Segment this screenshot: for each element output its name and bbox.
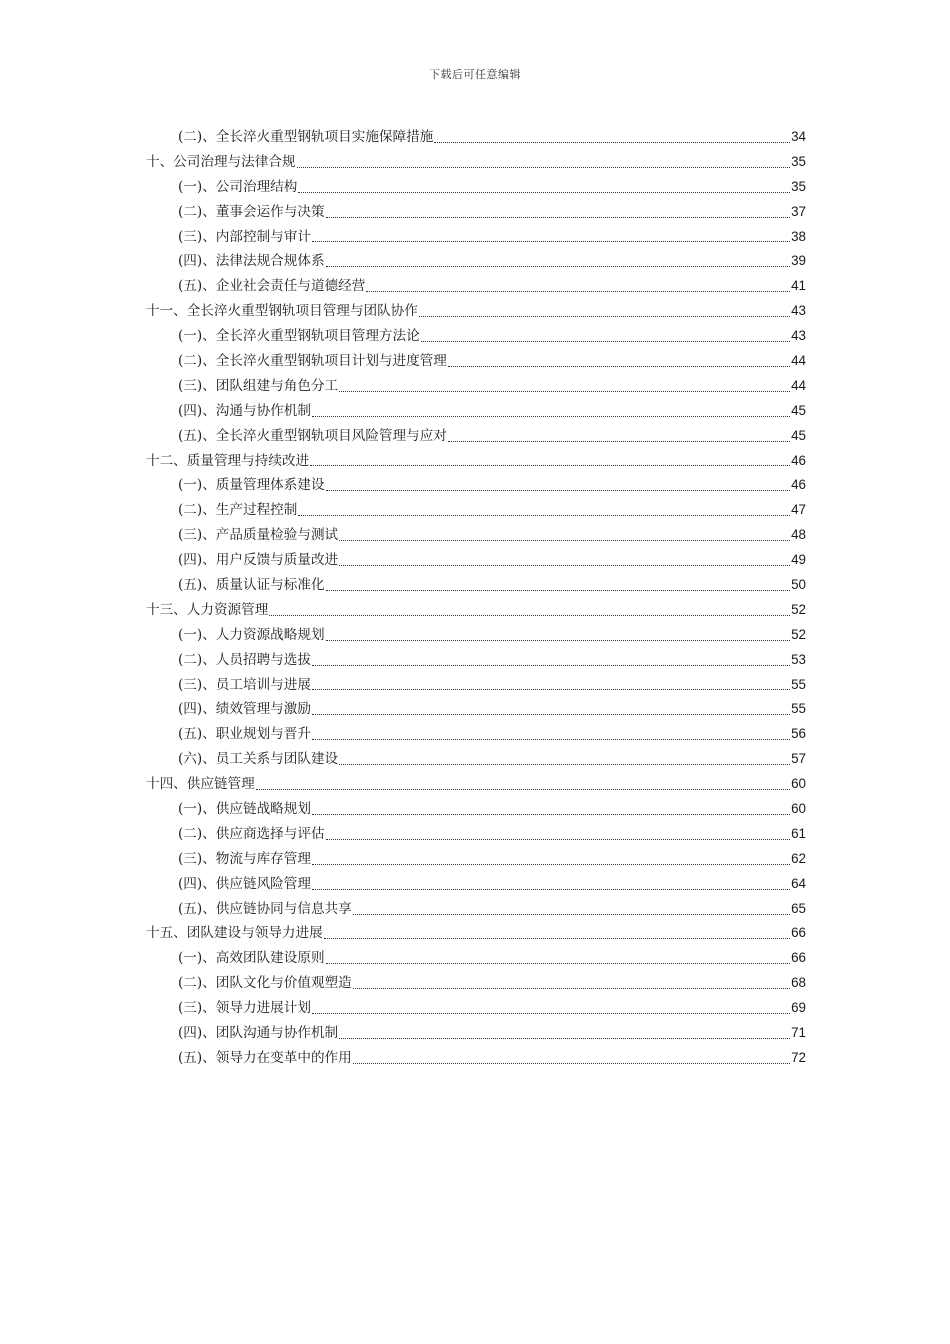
toc-leader-dots: [326, 489, 791, 491]
toc-entry[interactable]: [146, 797, 806, 822]
toc-entry[interactable]: [146, 897, 806, 922]
toc-entry-title: (二)、团队文化与价值观塑造: [178, 975, 352, 992]
toc-entry-title: (三)、员工培训与进展: [178, 676, 311, 693]
toc-entry[interactable]: [146, 523, 806, 548]
toc-entry[interactable]: [146, 673, 806, 698]
toc-leader-dots: [312, 863, 790, 865]
toc-leader-dots: [312, 888, 790, 890]
toc-entry[interactable]: [146, 1021, 806, 1046]
toc-entry[interactable]: [146, 498, 806, 523]
toc-leader-dots: [366, 290, 790, 292]
toc-entry-title: 十五、团队建设与领导力进展: [146, 925, 323, 942]
toc-entry-title: (二)、全长淬火重型钢轨项目实施保障措施: [178, 128, 434, 145]
toc-entry[interactable]: [146, 996, 806, 1021]
toc-entry-title: (五)、质量认证与标准化: [178, 577, 325, 594]
table-of-contents: [146, 125, 806, 1071]
toc-entry-title: (一)、人力资源战略规划: [178, 626, 325, 643]
toc-entry[interactable]: [146, 150, 806, 175]
toc-entry[interactable]: [146, 200, 806, 225]
toc-leader-dots: [298, 514, 790, 516]
toc-entry[interactable]: [146, 872, 806, 897]
toc-entry-page-number: 68: [791, 975, 806, 991]
toc-entry-title: (五)、职业规划与晋升: [178, 726, 311, 743]
toc-entry-title: (三)、内部控制与审计: [178, 228, 311, 245]
toc-entry[interactable]: [146, 946, 806, 971]
toc-entry[interactable]: [146, 374, 806, 399]
toc-entry[interactable]: [146, 747, 806, 772]
toc-entry-page-number: 39: [791, 253, 806, 269]
toc-entry-page-number: 66: [791, 950, 806, 966]
toc-entry-page-number: 57: [791, 751, 806, 767]
toc-entry-title: (三)、团队组建与角色分工: [178, 377, 339, 394]
toc-entry-title: (二)、全长淬火重型钢轨项目计划与进度管理: [178, 353, 447, 369]
toc-leader-dots: [419, 315, 790, 317]
toc-entry[interactable]: [146, 822, 806, 847]
toc-leader-dots: [312, 240, 790, 242]
toc-entry-title: (一)、供应链战略规划: [178, 801, 311, 818]
toc-leader-dots: [297, 166, 791, 168]
toc-entry[interactable]: [146, 249, 806, 274]
toc-entry[interactable]: [146, 1046, 806, 1071]
toc-leader-dots: [298, 191, 790, 193]
toc-entry[interactable]: [146, 573, 806, 598]
toc-entry-page-number: 34: [791, 128, 806, 144]
toc-entry-page-number: 45: [791, 402, 806, 418]
toc-entry-page-number: 44: [791, 353, 806, 368]
toc-entry-title: (五)、领导力在变革中的作用: [178, 1049, 352, 1066]
toc-leader-dots: [421, 340, 790, 342]
toc-leader-dots: [312, 688, 790, 690]
toc-entry-title: (一)、高效团队建设原则: [178, 950, 325, 967]
toc-entry[interactable]: [146, 971, 806, 996]
toc-entry-title: (五)、供应链协同与信息共享: [178, 900, 352, 917]
toc-entry-page-number: 61: [791, 825, 806, 841]
toc-leader-dots: [353, 987, 790, 989]
toc-entry-title: (一)、质量管理体系建设: [178, 477, 325, 494]
toc-entry-title: (二)、生产过程控制: [178, 502, 298, 519]
toc-leader-dots: [448, 440, 790, 442]
toc-entry-page-number: 52: [791, 601, 806, 617]
toc-leader-dots: [310, 464, 790, 466]
toc-entry-page-number: 47: [791, 502, 806, 518]
toc-entry[interactable]: [146, 598, 806, 623]
toc-leader-dots: [326, 962, 791, 964]
toc-leader-dots: [339, 539, 790, 541]
toc-entry-page-number: 71: [791, 1025, 806, 1041]
toc-entry-page-number: 60: [791, 801, 806, 817]
toc-entry[interactable]: [146, 548, 806, 573]
toc-entry-title: (二)、董事会运作与决策: [178, 203, 325, 220]
toc-leader-dots: [339, 763, 790, 765]
toc-entry-page-number: 45: [791, 427, 806, 443]
toc-entry-title: (五)、企业社会责任与道德经营: [178, 278, 366, 295]
toc-entry-page-number: 52: [791, 626, 806, 642]
toc-entry[interactable]: [146, 722, 806, 747]
toc-entry[interactable]: [146, 772, 806, 797]
toc-entry-title: (四)、供应链风险管理: [178, 875, 311, 892]
toc-entry-page-number: 35: [791, 178, 806, 194]
toc-entry-title: (五)、全长淬火重型钢轨项目风险管理与应对: [178, 427, 447, 444]
toc-entry-title: 十、公司治理与法律合规: [146, 153, 296, 170]
toc-entry-page-number: 48: [791, 527, 806, 543]
toc-entry-page-number: 69: [791, 1000, 806, 1016]
toc-entry-page-number: 43: [791, 328, 806, 344]
toc-entry-page-number: 46: [791, 477, 806, 493]
toc-entry-title: (六)、员工关系与团队建设: [178, 751, 339, 768]
toc-leader-dots: [326, 639, 791, 641]
toc-entry-page-number: 49: [791, 552, 806, 568]
toc-leader-dots: [339, 564, 790, 566]
toc-entry-page-number: 37: [791, 203, 806, 219]
toc-entry-page-number: 41: [791, 278, 806, 294]
toc-entry-page-number: 55: [791, 701, 806, 717]
toc-leader-dots: [256, 788, 790, 790]
toc-leader-dots: [312, 713, 790, 715]
toc-entry-page-number: 50: [791, 577, 806, 593]
toc-entry[interactable]: [146, 175, 806, 200]
toc-leader-dots: [312, 738, 790, 740]
toc-entry-title: (三)、物流与库存管理: [178, 850, 311, 867]
toc-entry-page-number: 43: [791, 303, 806, 319]
toc-entry-page-number: 35: [791, 153, 806, 169]
toc-leader-dots: [326, 838, 791, 840]
toc-entry-page-number: 62: [791, 850, 806, 866]
toc-entry-title: (四)、绩效管理与激励: [178, 701, 311, 718]
toc-leader-dots: [312, 664, 790, 666]
toc-entry-page-number: 66: [791, 925, 806, 941]
toc-entry[interactable]: [146, 648, 806, 673]
toc-entry-page-number: 56: [791, 726, 806, 742]
toc-entry-title: (三)、领导力进展计划: [178, 1000, 311, 1017]
toc-leader-dots: [326, 589, 791, 591]
toc-leader-dots: [326, 265, 791, 267]
toc-leader-dots: [312, 415, 790, 417]
toc-entry[interactable]: [146, 473, 806, 498]
toc-entry[interactable]: [146, 225, 806, 250]
toc-leader-dots: [339, 390, 790, 392]
toc-entry[interactable]: [146, 449, 806, 474]
toc-entry[interactable]: [146, 125, 806, 150]
toc-entry[interactable]: [146, 349, 806, 374]
toc-entry[interactable]: [146, 623, 806, 648]
toc-entry[interactable]: [146, 274, 806, 299]
toc-entry-title: (一)、全长淬火重型钢轨项目管理方法论: [178, 328, 420, 345]
toc-entry[interactable]: [146, 424, 806, 449]
toc-entry-title: (四)、用户反馈与质量改进: [178, 552, 339, 569]
toc-entry-page-number: 53: [791, 651, 806, 667]
toc-entry-title: (四)、沟通与协作机制: [178, 402, 311, 419]
toc-entry-title: (二)、人员招聘与选拔: [178, 651, 311, 668]
page-header: 下载后可任意编辑: [429, 68, 521, 81]
toc-entry-page-number: 65: [791, 900, 806, 916]
toc-entry-title: (二)、供应商选择与评估: [178, 825, 325, 842]
toc-entry-page-number: 55: [791, 676, 806, 692]
toc-leader-dots: [324, 937, 790, 939]
toc-entry-page-number: 64: [791, 875, 806, 891]
toc-leader-dots: [353, 1062, 790, 1064]
toc-leader-dots: [448, 365, 790, 367]
toc-leader-dots: [353, 913, 790, 915]
toc-entry[interactable]: [146, 922, 806, 947]
toc-entry-title: (三)、产品质量检验与测试: [178, 527, 339, 544]
toc-entry[interactable]: [146, 299, 806, 324]
toc-leader-dots: [339, 1037, 790, 1039]
toc-leader-dots: [312, 813, 790, 815]
toc-entry-title: (一)、公司治理结构: [178, 178, 298, 195]
toc-entry-title: (四)、团队沟通与协作机制: [178, 1025, 339, 1042]
toc-entry-title: 十四、供应链管理: [146, 776, 255, 793]
toc-leader-dots: [434, 141, 790, 143]
toc-entry-page-number: 38: [791, 228, 806, 244]
toc-entry-title: 十二、质量管理与持续改进: [146, 452, 310, 469]
toc-entry[interactable]: [146, 697, 806, 722]
toc-leader-dots: [326, 216, 791, 218]
toc-entry-title: 十三、人力资源管理: [146, 601, 269, 618]
toc-entry-title: 十一、全长淬火重型钢轨项目管理与团队协作: [146, 303, 418, 320]
toc-entry-page-number: 72: [791, 1049, 806, 1065]
toc-entry-page-number: 44: [791, 377, 806, 393]
toc-entry[interactable]: [146, 324, 806, 349]
toc-entry[interactable]: [146, 847, 806, 872]
toc-entry-title: (四)、法律法规合规体系: [178, 253, 325, 270]
toc-leader-dots: [269, 614, 790, 616]
toc-entry[interactable]: [146, 399, 806, 424]
toc-entry-page-number: 60: [791, 776, 806, 792]
toc-entry-page-number: 46: [791, 452, 806, 468]
toc-leader-dots: [312, 1012, 790, 1014]
